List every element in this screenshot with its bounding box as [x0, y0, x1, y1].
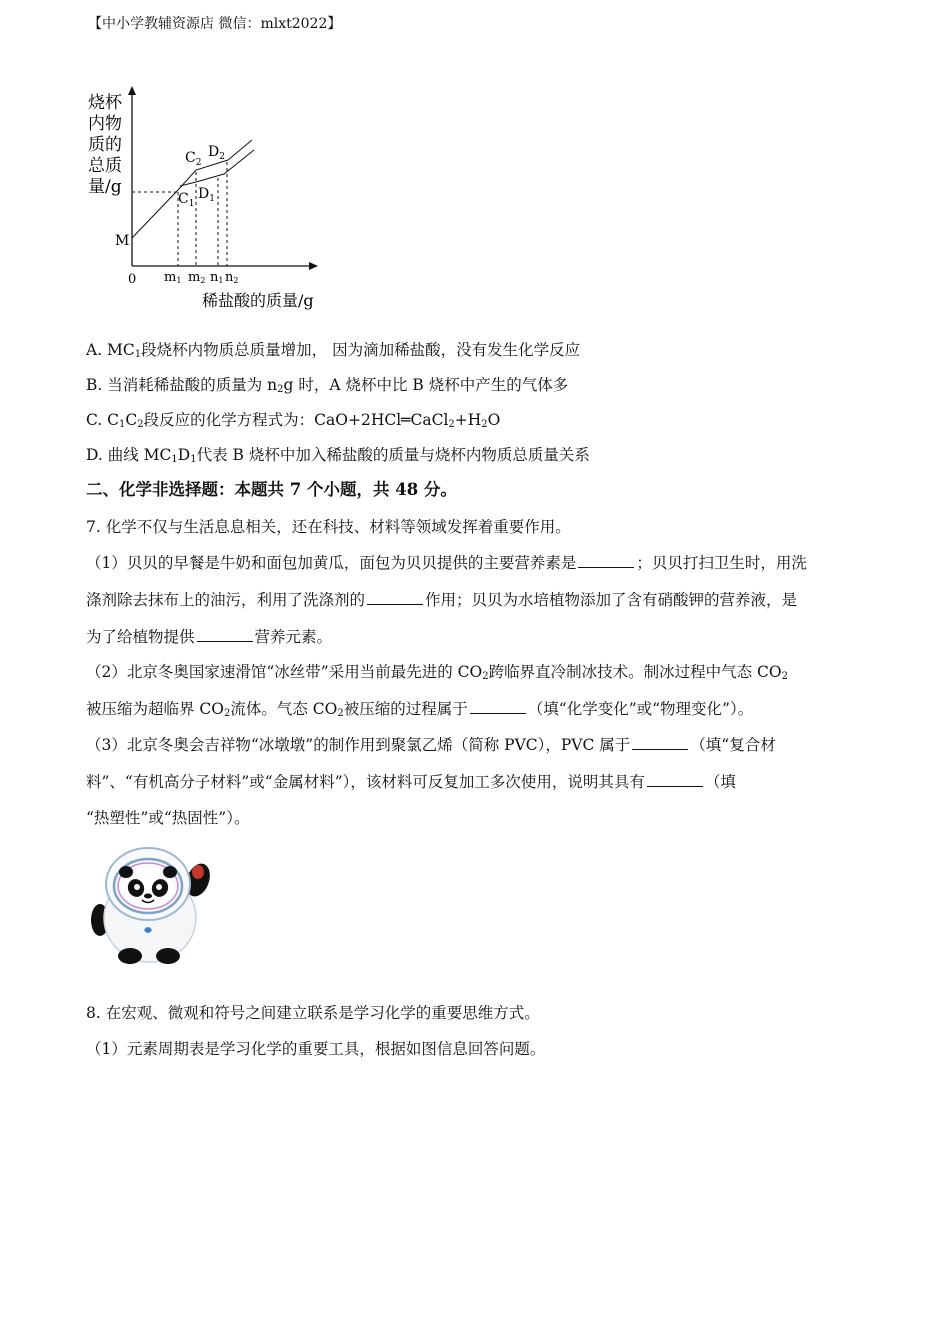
option-b: B. 当消耗稀盐酸的质量为 $n_2g$ 时，A 烧杯中比 B 烧杯中产生的气体多	[86, 376, 569, 395]
mass-graph-svg	[84, 86, 324, 316]
point-c1-label: $C_1$	[178, 191, 195, 209]
answer-blank[interactable]	[197, 627, 253, 642]
q7-part3-line3: “热塑性”或“热固性”）。	[86, 809, 250, 827]
bing-dwen-dwen-mascot-image	[86, 842, 214, 966]
point-c2-label: $C_2$	[185, 150, 202, 168]
answer-blank[interactable]	[367, 590, 423, 605]
point-d2-label: $D_2$	[208, 144, 225, 162]
q7-part1-line1: （1）贝贝的早餐是牛奶和面包加黄瓜，面包为贝贝提供的主要营养素是 ；贝贝打扫卫生时，用洗	[86, 554, 807, 572]
q7-part3-line1: （3）北京冬奥会吉祥物“冰墩墩”的制作用到聚氯乙烯（简称 PVC），PVC 属于 （填“复合材	[86, 736, 776, 754]
y-label-1: 烧杯	[88, 93, 122, 113]
tick-n1: n1	[210, 270, 224, 285]
answer-blank[interactable]	[578, 553, 634, 568]
point-d1-label: $D_1$	[198, 186, 215, 204]
y-label-2: 内物	[88, 114, 122, 134]
q8-part1: （1）元素周期表是学习化学的重要工具，根据如图信息回答问题。	[86, 1040, 546, 1058]
y-axis-arrow	[128, 86, 136, 95]
section-2-title: 二、化学非选择题：本题共 7 个小题，共 48 分。	[86, 480, 457, 499]
q7-part1-line2: 涤剂除去抹布上的油污，利用了洗涤剂的 作用；贝贝为水培植物添加了含有硝酸钾的营养液，是	[86, 591, 798, 609]
q8-intro: 8. 在宏观、微观和符号之间建立联系是学习化学的重要思维方式。	[86, 1004, 540, 1022]
option-d: D. 曲线 $MC_1D_1$代表 B 烧杯中加入稀盐酸的质量与烧杯内物质总质量关系	[86, 446, 590, 465]
q7-intro: 7. 化学不仅与生活息息相关，还在科技、材料等领域发挥着重要作用。	[86, 518, 571, 536]
q7-part3-line2: 料”、“有机高分子材料”或“金属材料”），该材料可反复加工多次使用，说明其具有 （填	[86, 773, 736, 791]
point-m-label: M	[115, 233, 130, 249]
x-axis-arrow	[309, 262, 318, 270]
y-label-5: 量/g	[88, 177, 122, 197]
answer-blank[interactable]	[647, 772, 703, 787]
origin-label: 0	[128, 272, 137, 287]
tick-m1: m1	[164, 270, 182, 285]
tick-n2: n2	[225, 270, 239, 285]
x-axis-label: 稀盐酸的质量/g	[202, 291, 314, 310]
q7-part2-line2: 被压缩为超临界 $CO_2$流体。气态 $CO_2$被压缩的过程属于 （填“化学变化”或“物理变化”）。	[86, 700, 754, 719]
option-c: C. $C_1C_2$段反应的化学方程式为：$CaO+2HCl═CaCl_2+H_2O$	[86, 411, 501, 430]
q7-part2-line1: （2）北京冬奥国家速滑馆“冰丝带”采用当前最先进的 $CO_2$跨临界直冷制冰技术。制冰过程中气态 $CO_2$	[86, 663, 788, 682]
q7-part1-line3: 为了给植物提供 营养元素。	[86, 628, 333, 646]
y-label-3: 质的	[88, 135, 122, 155]
option-a: A. $MC_1$段烧杯内物质总质量增加， 因为滴加稀盐酸，没有发生化学反应	[86, 341, 581, 360]
tick-m2: m2	[188, 270, 206, 285]
answer-blank[interactable]	[470, 699, 526, 714]
mass-graph	[84, 86, 324, 316]
y-label-4: 总质	[88, 156, 122, 176]
page-header: 【中小学教辅资源店 微信：mlxt2022】	[88, 16, 342, 32]
answer-blank[interactable]	[632, 735, 688, 750]
